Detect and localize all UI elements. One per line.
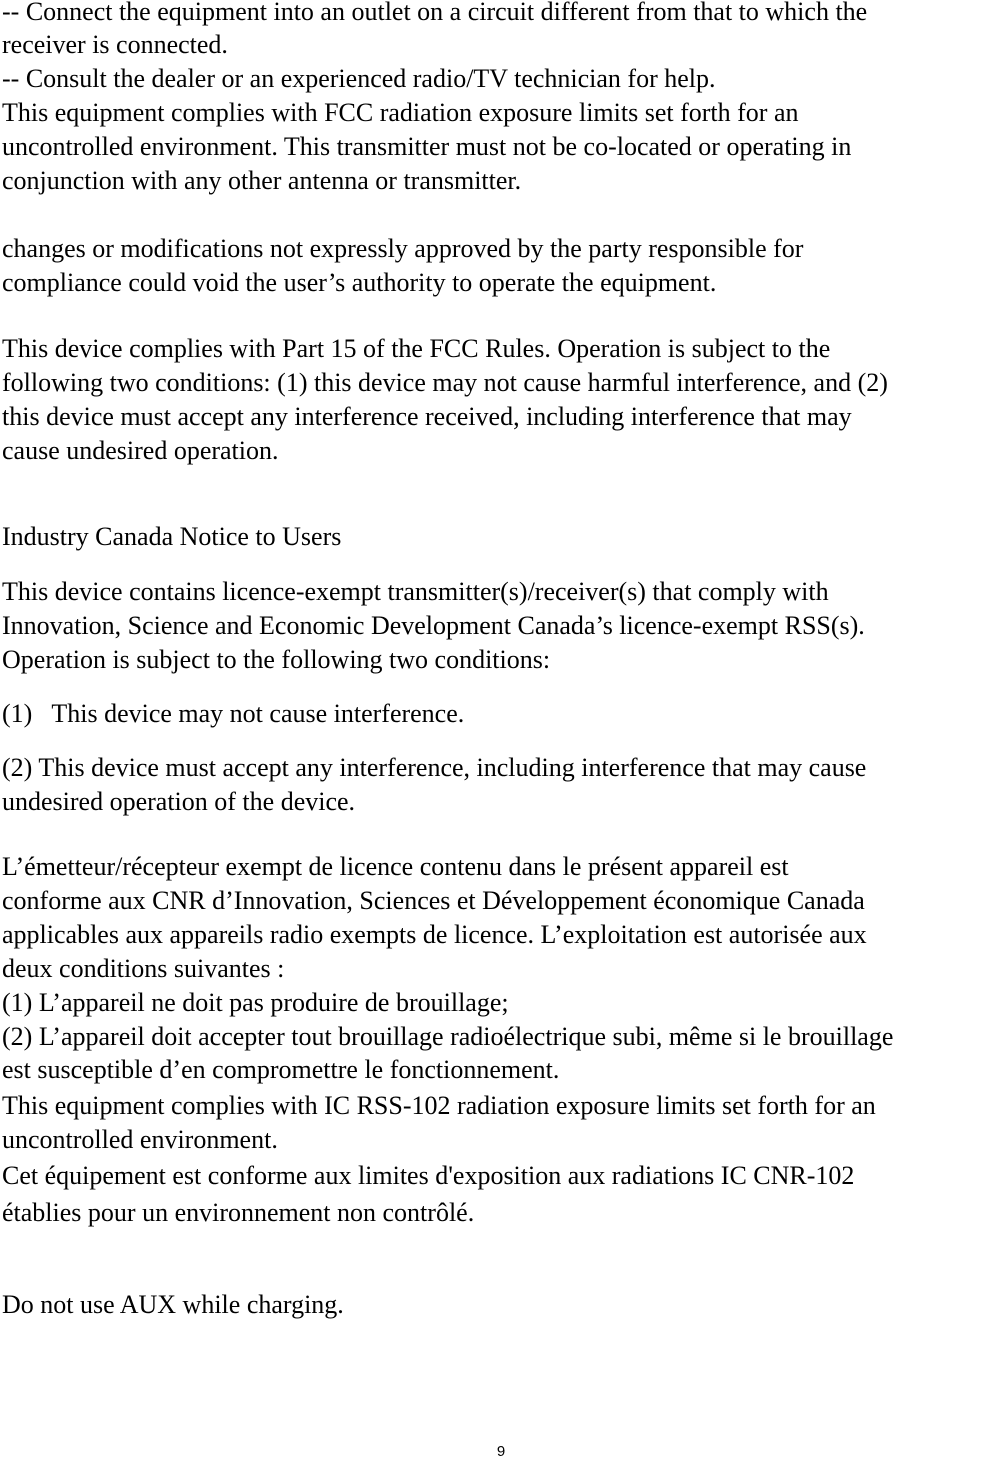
- consult-dealer-line: -- Consult the dealer or an experienced radio/TV technician for help.: [2, 64, 716, 93]
- part15-line-2: following two conditions: (1) this device may not cause harmful interference, and (2): [2, 368, 888, 397]
- ic-french-line-4: deux conditions suivantes :: [2, 954, 285, 983]
- page-number: 9: [496, 1443, 506, 1460]
- ic-french-line-7: est susceptible d’en compromettre le fonctionnement.: [2, 1055, 560, 1084]
- ic-french-line-5: (1) L’appareil ne doit pas produire de brouillage;: [2, 988, 509, 1017]
- ic-intro-line-3: Operation is subject to the following two conditions:: [2, 645, 551, 674]
- rf-exposure-line-3: conjunction with any other antenna or transmitter.: [2, 166, 522, 195]
- connect-outlet-line-1: -- Connect the equipment into an outlet on a circuit different from that to which the: [2, 0, 868, 26]
- ic-intro-line-2: Innovation, Science and Economic Development Canada’s licence-exempt RSS(s).: [2, 611, 865, 640]
- ic-french-line-2: conforme aux CNR d’Innovation, Sciences et Développement économique Canada: [2, 886, 865, 915]
- ic-condition-2-line-1: (2) This device must accept any interference, including interference that may cause: [2, 753, 867, 782]
- part15-line-3: this device must accept any interference received, including interference that may: [2, 402, 852, 431]
- ic-condition-2-line-2: undesired operation of the device.: [2, 787, 356, 816]
- part15-line-4: cause undesired operation.: [2, 436, 279, 465]
- rss102-en-line-1: This equipment complies with IC RSS‐102 radiation exposure limits set forth for an: [2, 1091, 876, 1120]
- rss102-en-line-2: uncontrolled environment.: [2, 1125, 278, 1154]
- rf-exposure-line-1: This equipment complies with FCC radiation exposure limits set forth for an: [2, 98, 799, 127]
- ic-french-line-3: applicables aux appareils radio exempts de licence. L’exploitation est autorisée aux: [2, 920, 867, 949]
- ic-intro-line-1: This device contains licence-exempt transmitter(s)/receiver(s) that comply with: [2, 577, 829, 606]
- aux-warning: Do not use AUX while charging.: [2, 1290, 344, 1319]
- rss102-fr-line-1: Cet équipement est conforme aux limites d'exposition aux radiations IC CNR‐102: [2, 1161, 855, 1190]
- ic-french-line-6: (2) L’appareil doit accepter tout brouillage radioélectrique subi, même si le brouillage: [2, 1022, 894, 1051]
- changes-warning-line-1: changes or modifications not expressly approved by the party responsible for: [2, 234, 804, 263]
- rf-exposure-line-2: uncontrolled environment. This transmitter must not be co-located or operating in: [2, 132, 852, 161]
- part15-line-1: This device complies with Part 15 of the FCC Rules. Operation is subject to the: [2, 334, 831, 363]
- ic-condition-1: (1) This device may not cause interference.: [2, 699, 465, 728]
- rss102-fr-line-2: établies pour un environnement non contrôlé.: [2, 1198, 475, 1227]
- industry-canada-heading: Industry Canada Notice to Users: [2, 522, 342, 551]
- connect-outlet-line-2: receiver is connected.: [2, 30, 228, 59]
- changes-warning-line-2: compliance could void the user’s authority to operate the equipment.: [2, 268, 717, 297]
- ic-french-line-1: L’émetteur/récepteur exempt de licence contenu dans le présent appareil est: [2, 852, 789, 881]
